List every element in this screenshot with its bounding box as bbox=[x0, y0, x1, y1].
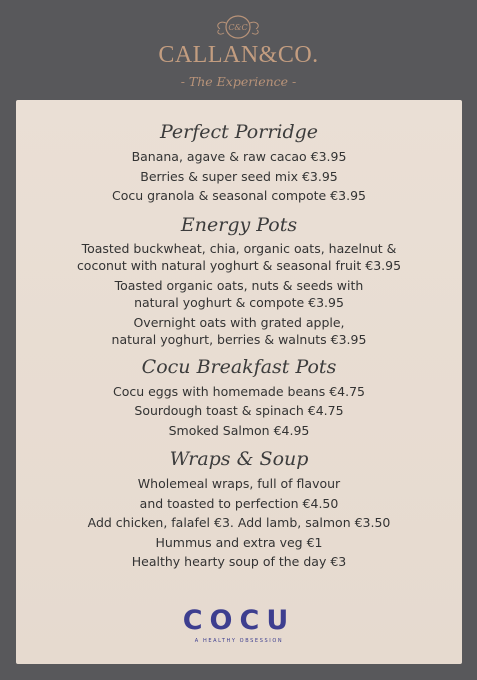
menu-item: Add chicken, falafel €3. Add lamb, salmon €3.50 bbox=[87, 515, 391, 530]
section-title-breakfast-pots: Cocu Breakfast Pots bbox=[141, 355, 337, 378]
menu-panel bbox=[16, 100, 462, 664]
tagline: - The Experience - bbox=[180, 74, 297, 89]
section-title-energy-pots: Energy Pots bbox=[180, 213, 298, 236]
menu-item-line: natural yoghurt, berries & walnuts €3.95 bbox=[111, 331, 367, 347]
menu-item: Wholemeal wraps, full of flavour bbox=[137, 476, 341, 491]
menu-item: Banana, agave & raw cacao €3.95 bbox=[131, 149, 347, 164]
menu-item: Berries & super seed mix €3.95 bbox=[140, 168, 338, 184]
menu-item-line: Overnight oats with grated apple, bbox=[133, 314, 345, 330]
menu-item-line: coconut with natural yoghurt & seasonal fruit €3.95 bbox=[76, 257, 402, 273]
menu-item: and toasted to perfection €4.50 bbox=[139, 495, 339, 511]
cocu-logo bbox=[16, 606, 462, 644]
menu-item: Sourdough toast & spinach €4.75 bbox=[134, 403, 344, 418]
crest-text: C&C bbox=[228, 23, 248, 32]
header bbox=[0, 0, 477, 100]
menu-item: Healthy hearty soup of the day €3 bbox=[131, 554, 347, 569]
menu-item: Smoked Salmon €4.95 bbox=[168, 422, 310, 438]
section-title-wraps-soup: Wraps & Soup bbox=[169, 448, 309, 470]
menu-item: Cocu eggs with homemade beans €4.75 bbox=[112, 383, 366, 399]
cocu-logo-mark: COCU bbox=[182, 605, 296, 636]
menu-item-line: Toasted buckwheat, chia, organic oats, hazelnut & bbox=[81, 240, 397, 256]
brand-name: CALLAN&CO. bbox=[158, 42, 319, 68]
cocu-logo-subtitle: A HEALTHY OBSESSION bbox=[194, 638, 284, 644]
menu-item: Hummus and extra veg €1 bbox=[155, 534, 323, 550]
menu-item: Cocu granola & seasonal compote €3.95 bbox=[112, 188, 366, 203]
section-title-porridge: Perfect Porridge bbox=[159, 121, 319, 143]
crest-logo-icon bbox=[213, 14, 263, 40]
menu-item-line: natural yoghurt & compote €3.95 bbox=[134, 294, 344, 310]
menu-content bbox=[16, 119, 462, 572]
menu-item-line: Toasted organic oats, nuts & seeds with bbox=[114, 277, 364, 293]
